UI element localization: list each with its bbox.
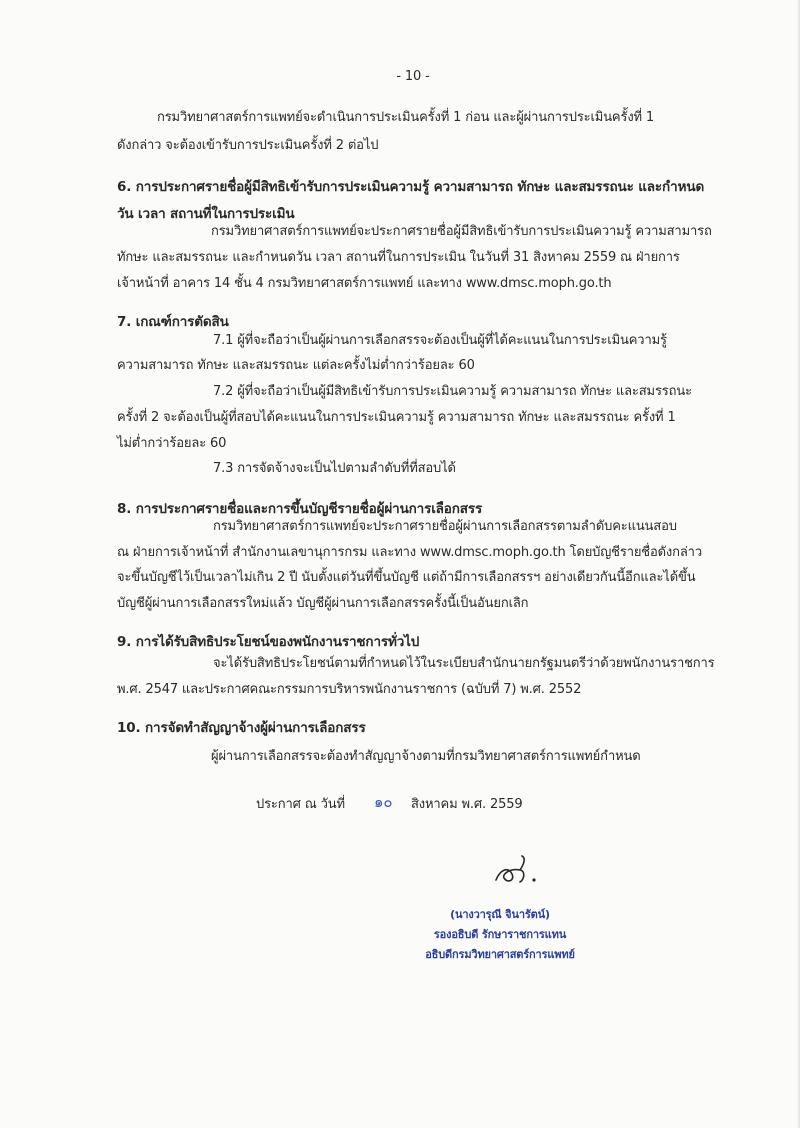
- announce-prefix: ประกาศ ณ วันที่: [256, 797, 345, 812]
- announce-day: ๑๐: [374, 793, 393, 811]
- intro-line-1: กรมวิทยาศาสตร์การแพทย์จะดำเนินการประเมินครั้งที่ 1 ก่อน และผู้ผ่านการประเมินครั้งที่ 1: [157, 110, 655, 125]
- section-6-line-1: กรมวิทยาศาสตร์การแพทย์จะประกาศรายชื่อผู้มีสิทธิเข้ารับการประเมินความรู้ ความสามารถ: [211, 224, 712, 239]
- section-8-line-4: บัญชีผู้ผ่านการเลือกสรรใหม่แล้ว บัญชีผู้ผ่านการเลือกสรรครั้งนี้เป็นอันยกเลิก: [117, 596, 529, 611]
- section-7-line-5: ไม่ต่ำกว่าร้อยละ 60: [117, 436, 227, 451]
- section-9-line-1: จะได้รับสิทธิประโยชน์ตามที่กำหนดไว้ในระเบียบสำนักนายกรัฐมนตรีว่าด้วยพนักงานราชการ: [213, 656, 715, 671]
- section-9-heading: 9. การได้รับสิทธิประโยชน์ของพนักงานราชการทั่วไป: [117, 634, 420, 650]
- signer-role-1: รองอธิบดี รักษาราชการแทน: [433, 928, 567, 941]
- page-edge-shadow: [796, 0, 800, 1128]
- section-6-line-3: เจ้าหน้าที่ อาคาร 14 ชั้น 4 กรมวิทยาศาสตร์การแพทย์ และทาง www.dmsc.moph.go.th: [117, 276, 612, 291]
- section-7-heading: 7. เกณฑ์การตัดสิน: [117, 314, 229, 330]
- announce-suffix: สิงหาคม พ.ศ. 2559: [411, 797, 523, 812]
- section-8-heading: 8. การประกาศรายชื่อและการขึ้นบัญชีรายชื่อผู้ผ่านการเลือกสรร: [117, 501, 483, 517]
- section-7-line-6: 7.3 การจัดจ้างจะเป็นไปตามลำดับที่ที่สอบได้: [213, 461, 456, 476]
- signer-name: (นางวารุณี จินารัตน์): [450, 908, 550, 921]
- page-number: - 10 -: [396, 69, 430, 84]
- section-7-line-3: 7.2 ผู้ที่จะถือว่าเป็นผู้มีสิทธิเข้ารับการประเมินความรู้ ความสามารถ ทักษะ และสมรรถนะ: [213, 384, 692, 399]
- intro-line-2: ดังกล่าว จะต้องเข้ารับการประเมินครั้งที่ 2 ต่อไป: [117, 138, 379, 153]
- signer-role-2: อธิบดีกรมวิทยาศาสตร์การแพทย์: [425, 948, 575, 961]
- section-10-line-1: ผู้ผ่านการเลือกสรรจะต้องทำสัญญาจ้างตามที่กรมวิทยาศาสตร์การแพทย์กำหนด: [211, 749, 641, 764]
- section-7-line-2: ความสามารถ ทักษะ และสมรรถนะ แต่ละครั้งไม่ต่ำกว่าร้อยละ 60: [117, 358, 475, 373]
- section-7-line-1: 7.1 ผู้ที่จะถือว่าเป็นผู้ผ่านการเลือกสรรจะต้องเป็นผู้ที่ได้คะแนนในการประเมินความรู้: [213, 333, 667, 348]
- section-6-heading-cont: วัน เวลา สถานที่ในการประเมิน: [117, 206, 295, 222]
- section-8-line-3: จะขึ้นบัญชีไว้เป็นเวลาไม่เกิน 2 ปี นับตั้งแต่วันที่ขึ้นบัญชี แต่ถ้ามีการเลือกสรรฯ อย่างเดียวกันนี้อีกและได้ขึ้น: [117, 570, 696, 585]
- section-8-line-2: ณ ฝ่ายการเจ้าหน้าที่ สำนักงานเลขานุการกรม และทาง www.dmsc.moph.go.th โดยบัญชีรายชื่อดังกล่าว: [117, 545, 702, 560]
- section-8-line-1: กรมวิทยาศาสตร์การแพทย์จะประกาศรายชื่อผู้ผ่านการเลือกสรรตามลำดับคะแนนสอบ: [213, 519, 677, 534]
- section-6-line-2: ทักษะ และสมรรถนะ และกำหนดวัน เวลา สถานที่ในการประเมิน ในวันที่ 31 สิงหาคม 2559 ณ ฝ่ายการ: [117, 250, 680, 265]
- section-7-line-4: ครั้งที่ 2 จะต้องเป็นผู้ที่สอบได้คะแนนในการประเมินความรู้ ความสามารถ ทักษะ และสมรรถนะ ครั้งที่ 1: [117, 410, 676, 425]
- section-6-heading: 6. การประกาศรายชื่อผู้มีสิทธิเข้ารับการประเมินความรู้ ความสามารถ ทักษะ และสมรรถนะ และกำหนด: [117, 179, 705, 195]
- signature-mark: [490, 850, 550, 890]
- section-9-line-2: พ.ศ. 2547 และประกาศคณะกรรมการบริหารพนักงานราชการ (ฉบับที่ 7) พ.ศ. 2552: [117, 682, 582, 697]
- section-10-heading: 10. การจัดทำสัญญาจ้างผู้ผ่านการเลือกสรร: [117, 720, 366, 736]
